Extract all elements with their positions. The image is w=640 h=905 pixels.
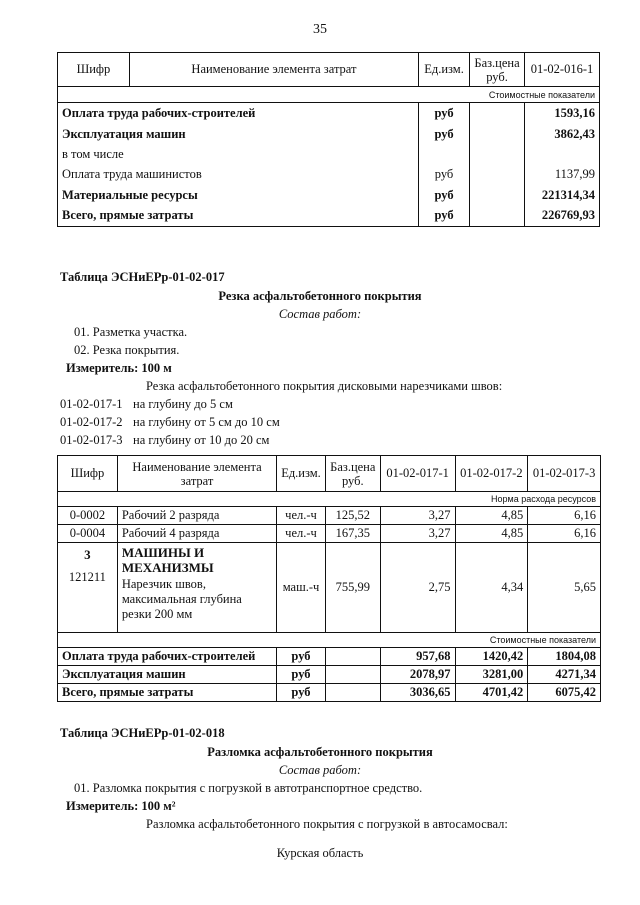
row-name: в том числе [58,145,419,165]
item-text: на глубину от 10 до 20 см [133,433,270,447]
row-value: 1593,16 [525,103,600,124]
row-v2: 4,85 [455,525,528,543]
resource-table-017 [57,455,601,702]
row-code: 0-0002 [58,507,118,525]
page-number: 35 [313,22,327,37]
total-name: Всего, прямые затраты [58,684,277,702]
total-unit: руб [277,684,326,702]
description: Резка асфальтобетонного покрытия дисковыми нарезчиками швов: [146,379,503,393]
header-col-017-1: 01-02-017-1 [380,456,455,492]
header-name: Наименование элемента затрат [117,456,276,492]
total-unit: руб [277,666,326,684]
total-v2: 1420,42 [455,648,528,666]
row-name: Всего, прямые затраты [58,206,419,227]
machine-v1: 2,75 [380,543,455,633]
item-code: 01-02-017-1 [60,397,123,411]
description: Разломка асфальтобетонного покрытия с погрузкой в автосамосвал: [146,817,508,831]
section-norm: Норма расхода ресурсов [58,492,601,507]
row-v3: 6,16 [528,525,601,543]
item-text: на глубину от 5 см до 10 см [133,415,280,429]
row-value: 221314,34 [525,185,600,206]
header-col-017-2: 01-02-017-2 [455,456,528,492]
machine-v2: 4,34 [455,543,528,633]
composition-label: Состав работ: [278,763,362,777]
header-col-016-1: 01-02-016-1 [525,53,600,87]
total-v1: 3036,65 [380,684,455,702]
row-unit: руб [419,185,470,206]
row-unit: руб [419,103,470,124]
header-code: Шифр [58,53,130,87]
row-unit: чел.-ч [277,507,326,525]
header-code: Шифр [58,456,118,492]
region-label: Курская область [276,846,364,860]
item-code: 01-02-017-2 [60,415,123,429]
header-base-price: Баз.цена руб. [325,456,380,492]
section-cost-indicators: Стоимостные показатели [58,633,601,648]
row-v1: 3,27 [380,525,455,543]
row-base: 167,35 [325,525,380,543]
row-unit: руб [419,124,470,145]
work-item: 01. Разломка покрытия с погрузкой в автотранспортное средство. [74,781,423,795]
row-base: 125,52 [325,507,380,525]
item-text: на глубину до 5 см [133,397,233,411]
machine-code: 121211 [68,570,106,584]
row-value: 1137,99 [525,165,600,185]
total-v1: 957,68 [380,648,455,666]
header-unit: Ед.изм. [277,456,326,492]
header-name: Наименование элемента затрат [129,53,418,87]
group-name: МАШИНЫ И МЕХАНИЗМЫ [121,545,214,575]
total-name: Оплата труда рабочих-строителей [58,648,277,666]
total-v2: 3281,00 [455,666,528,684]
machine-name: Нарезчик швов, максимальная глубина резки 200 мм [121,577,242,621]
row-unit: руб [419,165,470,185]
total-unit: руб [277,648,326,666]
row-name: Рабочий 2 разряда [117,507,276,525]
total-v3: 4271,34 [528,666,601,684]
heading-017: Резка асфальтобетонного покрытия [218,289,422,303]
total-v2: 4701,42 [455,684,528,702]
heading-018: Разломка асфальтобетонного покрытия [207,745,433,759]
row-v3: 6,16 [528,507,601,525]
total-v1: 2078,97 [380,666,455,684]
row-unit: руб [419,206,470,227]
total-name: Эксплуатация машин [58,666,277,684]
section-cost-indicators: Стоимостные показатели [58,87,600,103]
row-code: 0-0004 [58,525,118,543]
machine-v3: 5,65 [528,543,601,633]
row-v2: 4,85 [455,507,528,525]
row-name: Рабочий 4 разряда [117,525,276,543]
table-title-018: Таблица ЭСНиЕРр-01-02-018 [60,726,225,740]
row-unit: чел.-ч [277,525,326,543]
row-name: Материальные ресурсы [58,185,419,206]
work-item: 02. Резка покрытия. [74,343,180,357]
total-v3: 6075,42 [528,684,601,702]
row-value: 226769,93 [525,206,600,227]
row-name: Оплата труда рабочих-строителей [58,103,419,124]
row-name: Эксплуатация машин [58,124,419,145]
row-v1: 3,27 [380,507,455,525]
cost-table-016 [57,52,600,227]
row-value: 3862,43 [525,124,600,145]
header-col-017-3: 01-02-017-3 [528,456,601,492]
machine-base: 755,99 [325,543,380,633]
table-title-017: Таблица ЭСНиЕРр-01-02-017 [60,270,225,284]
header-unit: Ед.изм. [419,53,470,87]
work-item: 01. Разметка участка. [74,325,188,339]
item-code: 01-02-017-3 [60,433,123,447]
total-v3: 1804,08 [528,648,601,666]
header-base-price: Баз.цена руб. [470,53,525,87]
meter-label: Измеритель: 100 м [66,361,172,375]
machine-unit: маш.-ч [277,543,326,633]
row-name: Оплата труда машинистов [58,165,419,185]
composition-label: Состав работ: [278,307,362,321]
meter-label: Измеритель: 100 м² [66,799,176,813]
group-code: 3 [84,547,91,562]
